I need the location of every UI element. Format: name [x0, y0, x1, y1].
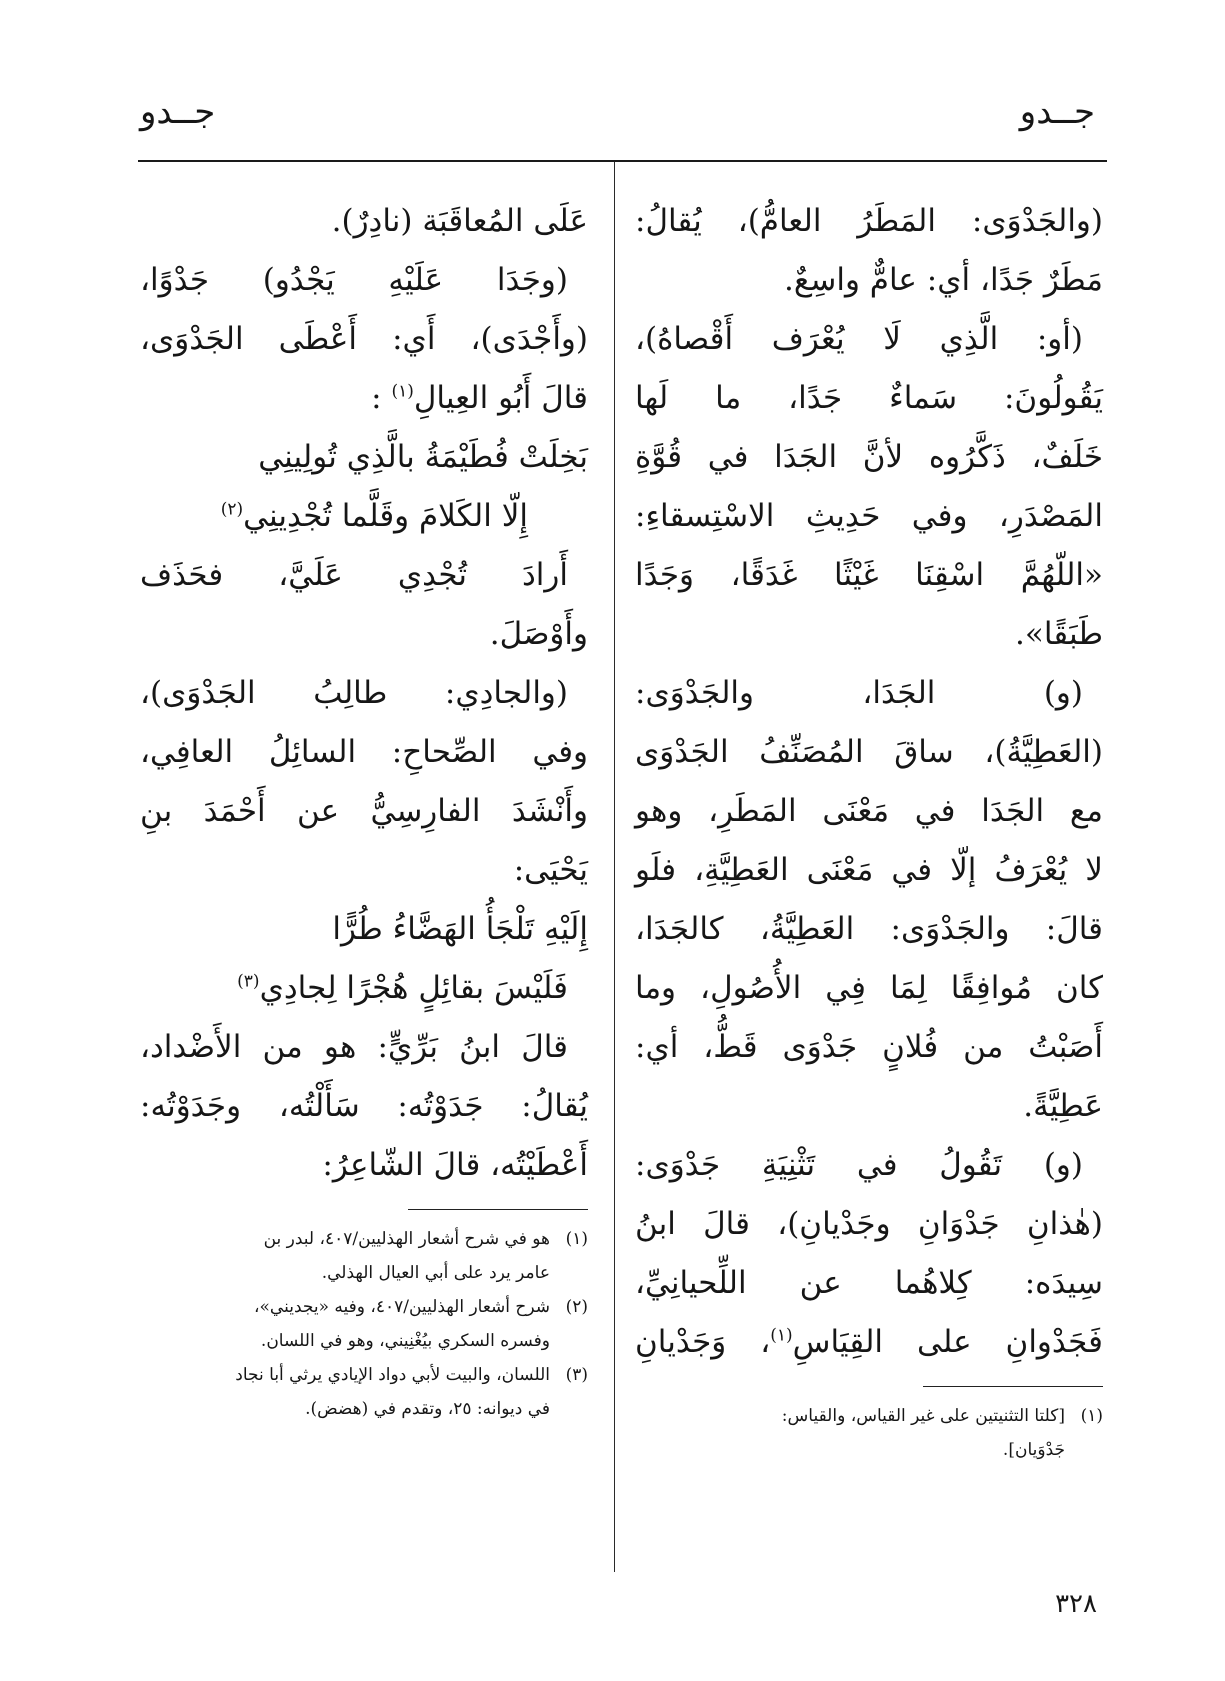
footnote-number: (٢) [565, 1297, 588, 1317]
text-line: قالَ ابنُ بَرِّيٍّ: هو من الأَضْداد، [140, 1029, 568, 1065]
text-line: مَطَرٌ جَدًا، أي: عامٌّ واسِعٌ. [784, 262, 1103, 298]
verse-hemistich: إِلَيْهِ تَلْجَأُ الهَضَّاءُ طُرًّا [332, 911, 588, 947]
footnote-marker[interactable]: (٢) [220, 499, 244, 520]
text-line: طَبَقًا». [1015, 616, 1103, 652]
text-line: يُقالُ: جَدَوْتُه: سَأَلْتُه، وجَدَوْتُه: [140, 1088, 588, 1124]
text-line: أَرادَ تُجْدِي عَلَيَّ، فحَذَف [140, 557, 568, 593]
column-divider [614, 162, 615, 1572]
text-line: (أو: الَّذِي لَا يُعْرَف أَقْصاهُ)، [635, 321, 1083, 357]
text-line: (وأَجْدَى)، أَي: أَعْطَى الجَدْوَى، [140, 321, 588, 357]
text-line: وأَوْصَلَ. [489, 616, 588, 652]
text-line: قالَ: والجَدْوَى: العَطِيَّةُ، كالجَدَا، [635, 911, 1103, 947]
text-line: (العَطِيَّةُ)، ساقَ المُصَنِّفُ الجَدْوَى [635, 734, 1103, 770]
text-fragment: قالَ أَبُو العِيالِ [413, 380, 588, 416]
text-fragment: فَلَيْسَ بقائِلٍ هُجْرًا لِجادِي [259, 970, 568, 1006]
text-line: أَعْطَيْتُه، قالَ الشّاعِرُ: [322, 1147, 588, 1183]
text-line [635, 1313, 1103, 1372]
right-column [635, 192, 1103, 1467]
footnote [140, 1290, 588, 1358]
text-line: وفي الصِّحاحِ: السائِلُ العافِي، [140, 734, 588, 770]
verse-hemistich: بَخِلَتْ فُطَيْمَةُ بالَّذِي تُولِينِي [258, 439, 588, 475]
footnote-number: (٣) [565, 1365, 588, 1385]
text-fragment: ، وَجَدْيانِ [635, 1324, 771, 1360]
text-line: (هٰذانِ جَدْوَانِ وجَدْيانِ)، قالَ ابنُ [635, 1206, 1103, 1242]
text-line: وأَنْشَدَ الفارِسِيُّ عن أَحْمَدَ بنِ [140, 793, 588, 829]
text-line: (وجَدَا عَلَيْهِ يَجْدُو) جَدْوًا، [140, 262, 568, 298]
text-line: عَلَى المُعاقَبَة (نادِرٌ). [331, 203, 588, 239]
text-line: المَصْدَرِ، وفي حَدِيثِ الاسْتِسقاءِ: [635, 498, 1103, 534]
text-line: كان مُوافِقًا لِمَا فِي الأُصُولِ، وما [635, 970, 1103, 1006]
footnote-number: (١) [565, 1229, 588, 1249]
text-line: (والجَدْوَى: المَطَرُ العامُّ)، يُقالُ: [635, 203, 1103, 239]
running-head-right: جــدو [1019, 92, 1095, 132]
text-line: خَلَفٌ، ذَكَّرُوه لأنَّ الجَدَا في قُوَّةِ [635, 439, 1103, 475]
footnote [140, 1358, 588, 1426]
footnote [635, 1399, 1103, 1467]
footnote-text: هو في شرح أشعار الهذليين/٤٠٧، لبدر بن [263, 1229, 550, 1249]
text-line: (و) الجَدَا، والجَدْوَى: [635, 675, 1083, 711]
footnote-marker[interactable]: (٣) [237, 971, 260, 992]
header-rule [138, 160, 1107, 162]
footnote-marker[interactable]: (١) [391, 381, 414, 402]
text-line: أَصَبْتُ من فُلانٍ جَدْوَى قَطُّ، أي: [635, 1029, 1103, 1065]
footnote-text: عامر يرد على أبي العيال الهذلي. [321, 1263, 550, 1283]
verse-hemistich [140, 959, 588, 1018]
text-line: يَحْيَى: [513, 852, 588, 888]
footnote-text: جَدْوَيان]. [1002, 1440, 1065, 1460]
footnote [140, 1222, 588, 1290]
text-line: مع الجَدَا في مَعْنَى المَطَرِ، وهو [635, 793, 1103, 829]
verse-hemistich [140, 487, 588, 546]
footnote-text: في ديوانه: ٢٥، وتقدم في (هضض). [305, 1399, 550, 1419]
text-fragment: : [371, 380, 382, 416]
text-line: (والجادِي: طالِبُ الجَدْوَى)، [140, 675, 568, 711]
text-line: عَطِيَّةً. [1023, 1088, 1103, 1124]
running-head-left: جــدو [140, 92, 216, 132]
text-line: «اللّهُمَّ اسْقِنَا غَيْثًا غَدَقًا، وَجَدًا [635, 557, 1103, 593]
footnote-text: [كلتا التثنيتين على غير القياس، والقياس: [781, 1406, 1065, 1426]
text-line: يَقُولُونَ: سَماءٌ جَدًا، ما لَها [635, 380, 1103, 416]
footnote-rule [408, 1209, 588, 1210]
text-line: لا يُعْرَفُ إلّا في مَعْنَى العَطِيَّةِ، فلَو [635, 852, 1103, 888]
footnote-text: شرح أشعار الهذليين/٤٠٧، وفيه «يجديني»، [254, 1297, 550, 1317]
footnote-marker[interactable]: (١) [770, 1325, 793, 1346]
text-line [140, 369, 588, 428]
page-number: ٣٢٨ [1055, 1589, 1097, 1619]
text-line: (و) تَقُولُ في تَثْنِيَةِ جَدْوَى: [635, 1147, 1083, 1183]
footnote-text: وفسره السكري بيُغْنِيني، وهو في اللسان. [260, 1331, 550, 1351]
text-line: سِيدَه: كِلاهُما عن اللِّحيانِيِّ، [635, 1265, 1103, 1301]
footnote-text: اللسان، والبيت لأبي دواد الإيادي يرثي أبا نجاد [235, 1365, 550, 1385]
text-fragment: فَجَدْوانِ على القِيَاسِ [792, 1324, 1103, 1360]
footnote-number: (١) [1080, 1406, 1103, 1426]
left-column [140, 192, 588, 1426]
footnote-rule [923, 1386, 1103, 1387]
text-fragment: إِلّا الكَلامَ وقَلَّما تُجْدِينِي [243, 498, 528, 534]
